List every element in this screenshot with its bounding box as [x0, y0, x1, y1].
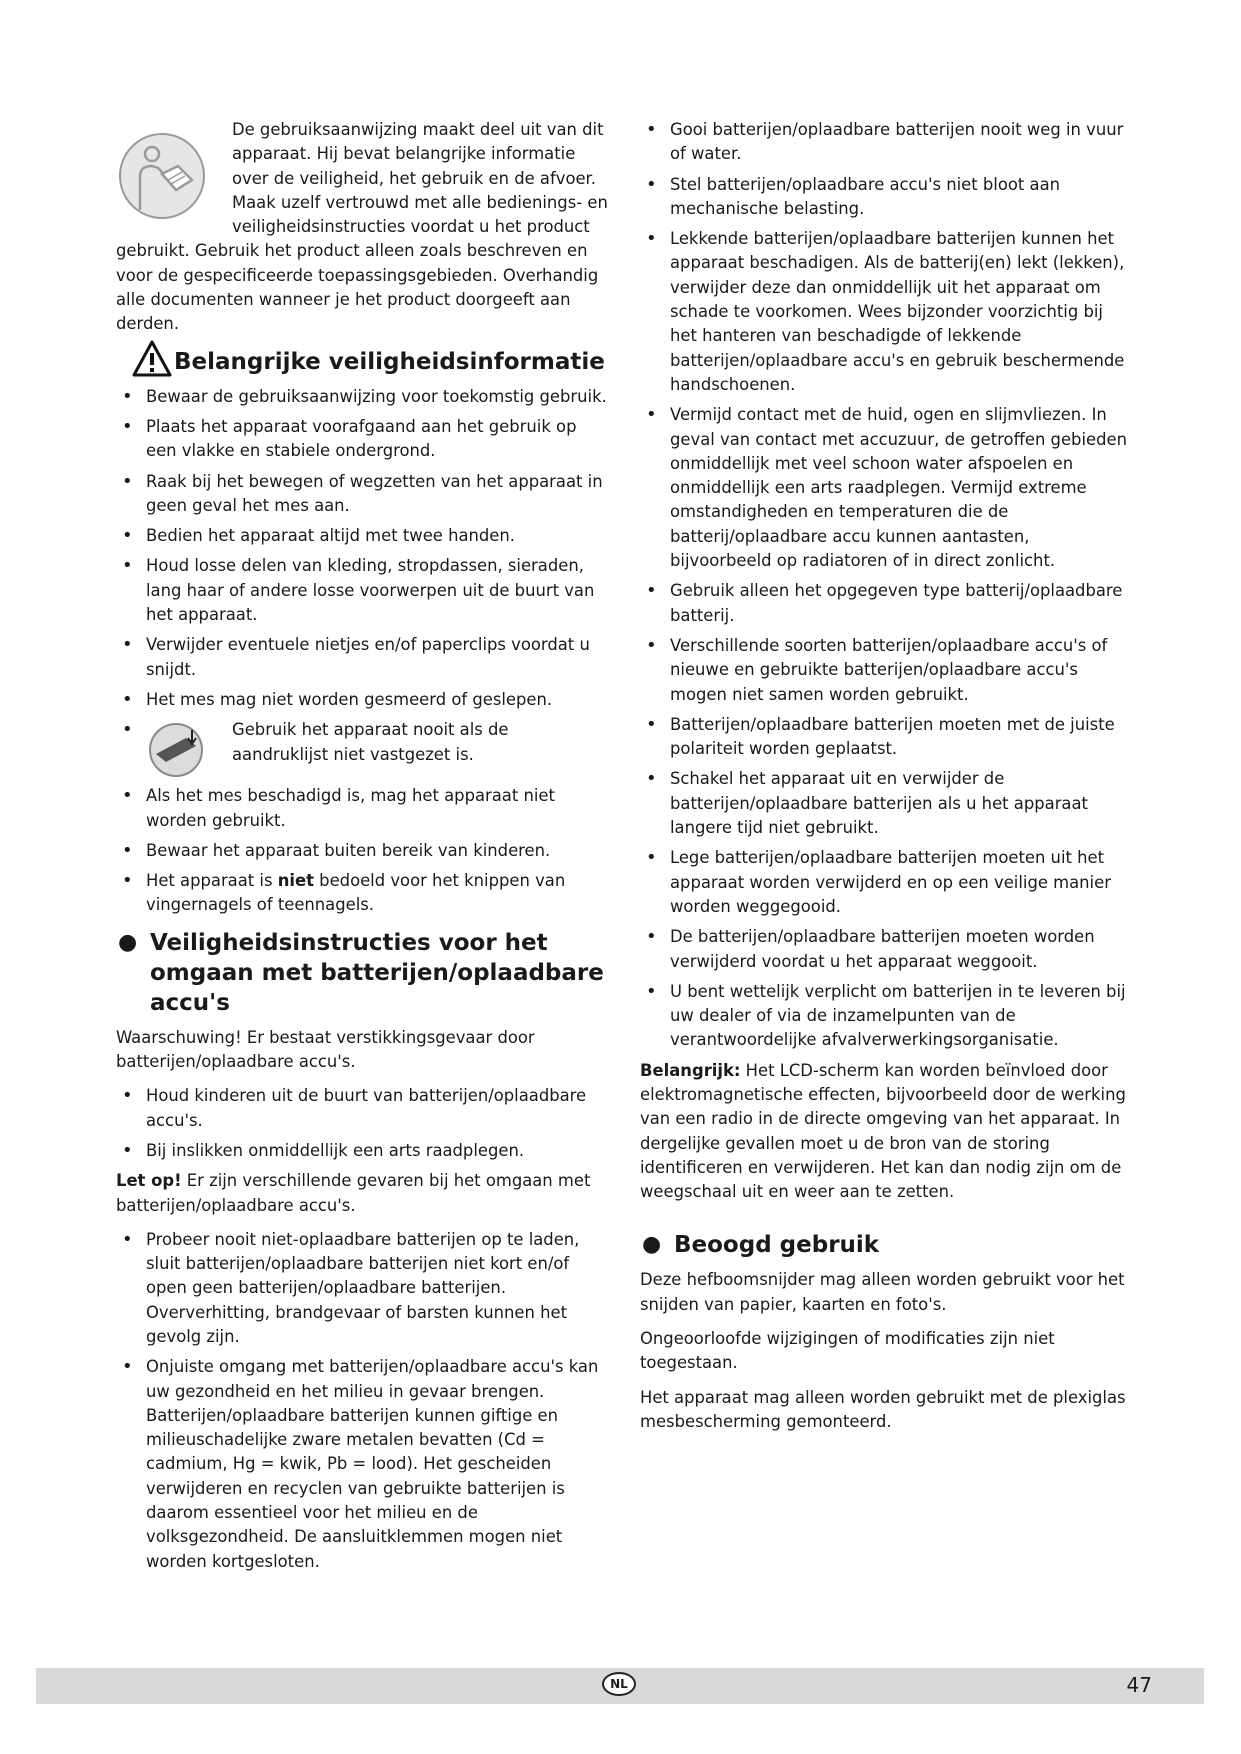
list-item: • Schakel het apparaat uit en verwijder de batterijen/oplaadbare batterijen als u het apparaat langere tijd niet gebruikt.	[640, 767, 1128, 840]
battery-warning: Waarschuwing! Er bestaat verstikkingsgevaar door batterijen/oplaadbare accu's.	[116, 1027, 535, 1072]
list-item: • Houd kinderen uit de buurt van batterijen/oplaadbare accu's.	[116, 1084, 608, 1133]
safety-heading-text: Belangrijke veiligheidsinformatie	[174, 348, 605, 375]
list-item: • Raak bij het bewegen of wegzetten van het apparaat in geen geval het mes aan.	[116, 470, 608, 519]
battery-list-b	[116, 1228, 608, 1574]
list-item	[116, 869, 608, 918]
list-item: • Verwijder eventuele nietjes en/of paperclips voordat u snijdt.	[116, 633, 608, 682]
language-badge: NL	[602, 1672, 636, 1696]
right-column	[640, 118, 1128, 1444]
list-item: • Onjuiste omgang met batterijen/oplaadbare accu's kan uw gezondheid en het milieu in gevaar brengen. Batterijen/oplaadbare batterijen kunnen giftige en milieuschadelijke zware metalen bevatten (Cd = cadmium, Hg = kwik, Pb = lood). Het gescheiden verwijderen en recyclen van gebruikte batterijen is daarom essentieel voor het milieu en de volksgezondheid. De aansluitklemmen mogen niet worden kortgesloten.	[116, 1355, 608, 1574]
letop-note	[116, 1169, 608, 1218]
list-item: • U bent wettelijk verplicht om batterijen in te leveren bij uw dealer of via de inzamelpunten van de verantwoordelijke afvalverwerkingsorganisatie.	[640, 980, 1128, 1053]
list-item: • Gooi batterijen/oplaadbare batterijen nooit weg in vuur of water.	[640, 118, 1128, 167]
important-text: Het LCD-scherm kan worden beïnvloed door elektromagnetische effecten, bijvoorbeeld door de werking van een radio in de directe omgeving van het apparaat. In dergelijke gevallen moet u de bron van de storing identificeren en verwijderen. Het kan dan nodig zijn om de weegschaal uit en weer aan te zetten.	[640, 1060, 1126, 1202]
item-text: bedoeld voor het knippen van vingernagels of teennagels.	[146, 871, 566, 915]
letop-label: Let op!	[116, 1171, 182, 1191]
important-label: Belangrijk:	[640, 1060, 741, 1080]
list-item: • Houd losse delen van kleding, stropdassen, sieraden, lang haar of andere losse voorwerpen uit de buurt van het apparaat.	[116, 554, 608, 627]
letop-text: Er zijn verschillende gevaren bij het omgaan met batterijen/oplaadbare accu's.	[116, 1171, 591, 1215]
list-item-pressure-bar	[116, 718, 608, 778]
list-item: • Als het mes beschadigd is, mag het apparaat niet worden gebruikt.	[116, 784, 608, 833]
list-item: • Gebruik alleen het opgegeven type batterij/oplaadbare batterij.	[640, 579, 1128, 628]
usage-paragraph: Het apparaat mag alleen worden gebruikt met de plexiglas mesbescherming gemonteerd.	[640, 1387, 1126, 1431]
page-number: 47	[1126, 1673, 1152, 1697]
list-item: • Probeer nooit niet-oplaadbare batterijen op te laden, sluit batterijen/oplaadbare batterijen niet kort en/of open geen batterijen/oplaadbare batterijen. Oververhitting, brandgevaar of barsten kunnen het gevolg zijn.	[116, 1228, 608, 1349]
list-item: • Lege batterijen/oplaadbare batterijen moeten uit het apparaat worden verwijderd en op een veilige manier worden weggegooid.	[640, 846, 1128, 919]
safety-list	[116, 385, 608, 918]
list-item: • Bewaar de gebruiksaanwijzing voor toekomstig gebruik.	[116, 385, 608, 409]
list-item: • Bij inslikken onmiddellijk een arts raadplegen.	[116, 1139, 608, 1163]
usage-heading: ● Beoogd gebruik	[640, 1230, 1128, 1260]
item-text: Het apparaat is	[146, 871, 278, 891]
page-footer	[36, 1668, 1204, 1704]
list-item: • Lekkende batterijen/oplaadbare batterijen kunnen het apparaat beschadigen. Als de batterij(en) lekt (lekken), verwijder deze dan onmiddellijk uit het apparaat om schade te voorkomen. Wees bijzonder voorzichtig bij het hanteren van beschadigde of lekkende batterijen/oplaadbare accu's en gebruik beschermende handschoenen.	[640, 227, 1128, 397]
list-item: • Het mes mag niet worden gesmeerd of geslepen.	[116, 688, 608, 712]
list-item: • Verschillende soorten batterijen/oplaadbare accu's of nieuwe en gebruikte batterijen/oplaadbare accu's mogen niet samen worden gebruikt.	[640, 634, 1128, 707]
read-manual-icon	[116, 128, 226, 228]
battery-list-c	[640, 118, 1128, 1053]
pressure-bar-text: Gebruik het apparaat nooit als de aandruklijst niet vastgezet is.	[232, 720, 509, 764]
pressure-bar-icon	[146, 720, 224, 778]
safety-heading	[116, 347, 608, 377]
important-note	[640, 1059, 1128, 1205]
list-item: • Stel batterijen/oplaadbare accu's niet bloot aan mechanische belasting.	[640, 173, 1128, 222]
list-item: • Bewaar het apparaat buiten bereik van kinderen.	[116, 839, 608, 863]
warning-triangle-icon	[132, 339, 172, 379]
list-item: • Batterijen/oplaadbare batterijen moeten met de juiste polariteit worden geplaatst.	[640, 713, 1128, 762]
list-item: • De batterijen/oplaadbare batterijen moeten worden verwijderd voordat u het apparaat weggooit.	[640, 925, 1128, 974]
left-column	[116, 118, 608, 1580]
item-emphasis: niet	[277, 871, 314, 891]
list-item: • Vermijd contact met de huid, ogen en slijmvliezen. In geval van contact met accuzuur, de getroffen gebieden onmiddellijk met veel schoon water afspoelen en onmiddellijk een arts raadplegen. Vermijd extreme omstandigheden en temperaturen die de batterij/oplaadbare accu kunnen aantasten, bijvoorbeeld op radiatoren of in direct zonlicht.	[640, 403, 1128, 573]
intro-text: De gebruiksaanwijzing maakt deel uit van dit apparaat. Hij bevat belangrijke informatie over de veiligheid, het gebruik en de afvoer. Maak uzelf vertrouwd met alle bedienings- en veiligheidsinstructies voordat u het product gebruikt. Gebruik het product alleen zoals beschreven en voor de gespecificeerde toepassingsgebieden. Overhandig alle documenten wanneer je het product doorgeeft aan derden.	[116, 120, 608, 334]
battery-list-a	[116, 1084, 608, 1163]
battery-heading: ● Veiligheidsinstructies voor het omgaan met batterijen/oplaadbare accu's	[116, 928, 608, 1018]
usage-paragraph: Ongeoorloofde wijzigingen of modificaties zijn niet toegestaan.	[640, 1329, 1055, 1373]
list-item: • Plaats het apparaat voorafgaand aan het gebruik op een vlakke en stabiele ondergrond.	[116, 415, 608, 464]
list-item: • Bedien het apparaat altijd met twee handen.	[116, 524, 608, 548]
usage-paragraph: Deze hefboomsnijder mag alleen worden gebruikt voor het snijden van papier, kaarten en foto's.	[640, 1270, 1125, 1314]
